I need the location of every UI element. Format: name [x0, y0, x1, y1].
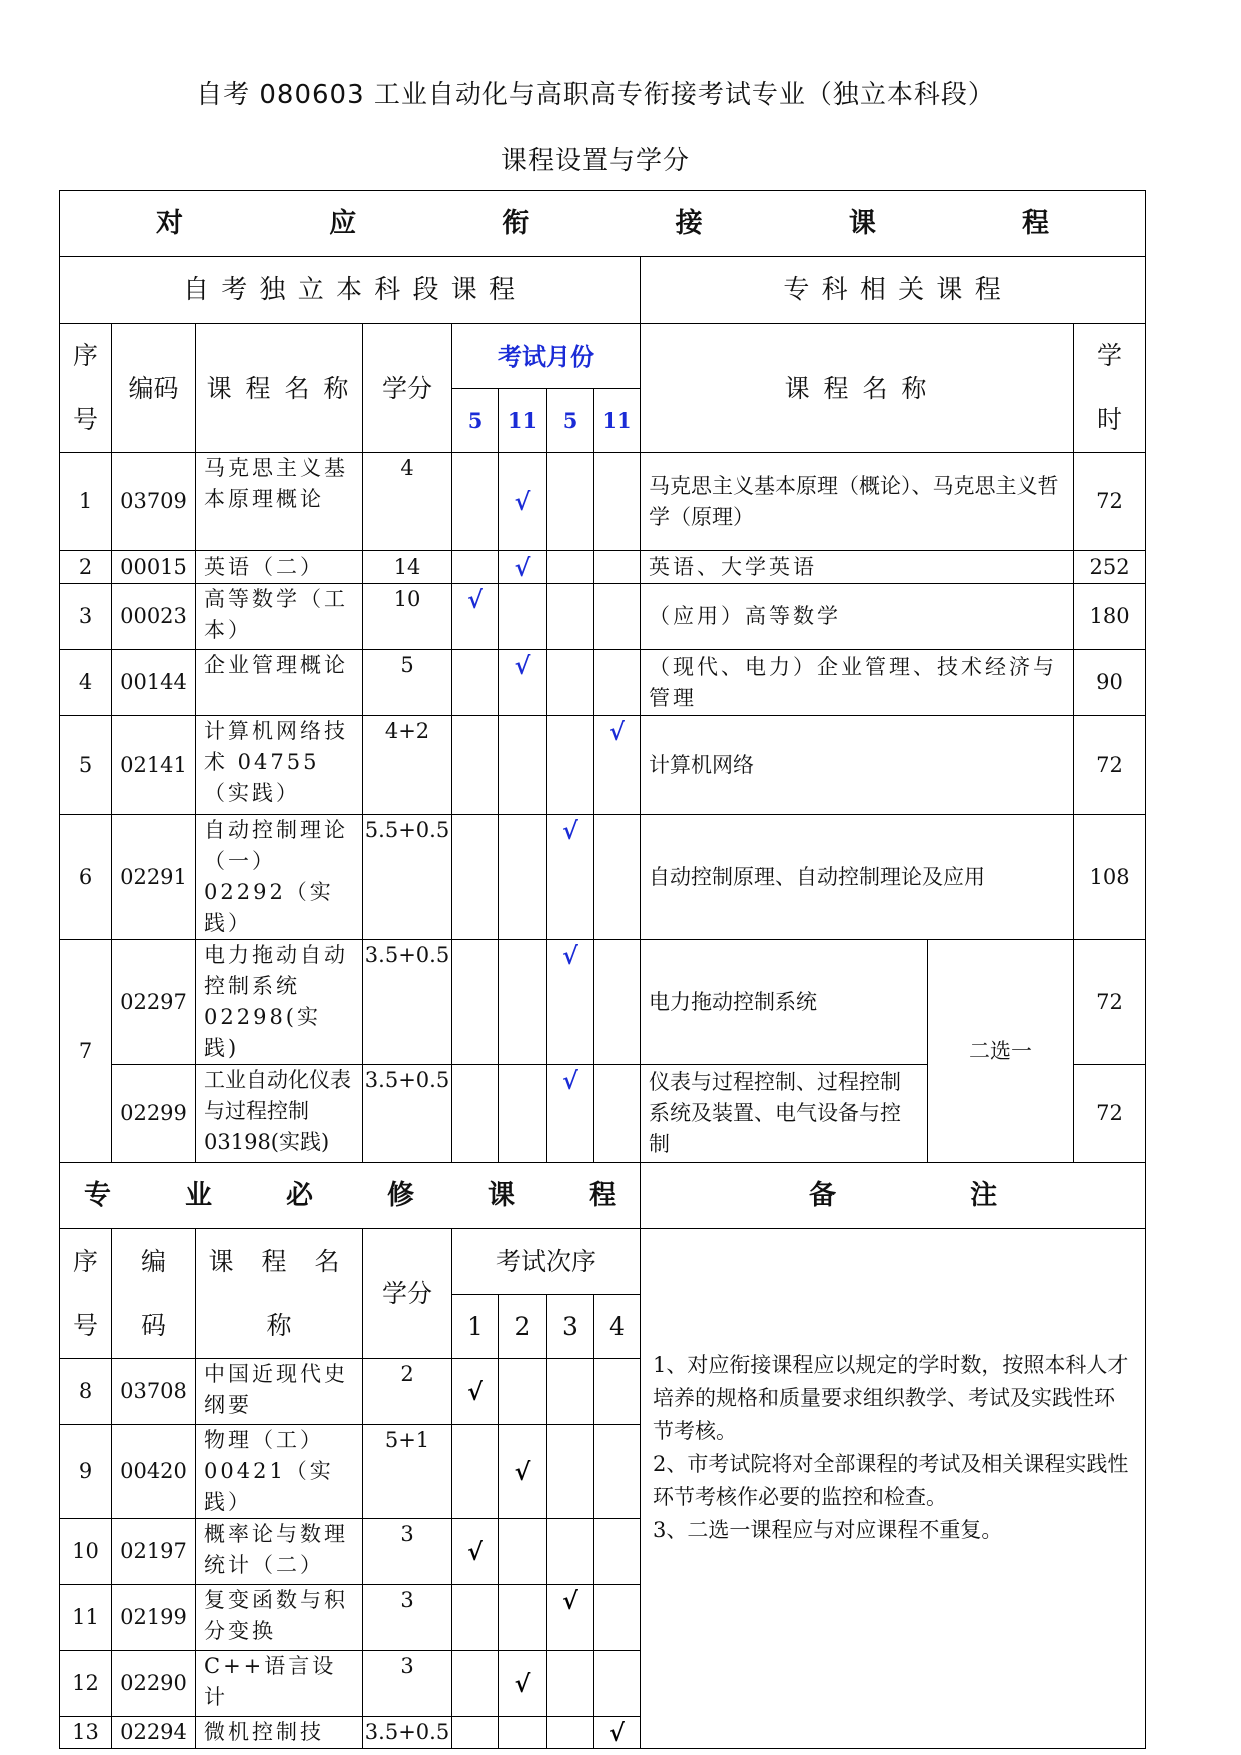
col-code-header: 编码 [112, 324, 196, 453]
notes-cell [641, 1229, 1146, 1749]
choose-one-label: 二选一 [928, 940, 1074, 1163]
table-row: 6 02291 自动控制理论（一）02292（实践） 5.5+0.5 √ 自动控制原理、自动控制理论及应用 108 [60, 815, 1146, 940]
table-row: 11 02199 复变函数与积分变换 3 √ [60, 1585, 1146, 1651]
check-mark: √ [499, 453, 547, 551]
check-mark: √ [594, 716, 641, 815]
check-mark: √ [499, 1651, 547, 1717]
notes-header: 备 注 [641, 1163, 1146, 1229]
month-5a: 5 [452, 389, 499, 453]
check-mark: √ [594, 1717, 641, 1749]
check-mark: √ [499, 1425, 547, 1519]
check-mark: √ [452, 1359, 499, 1425]
month-11b: 11 [594, 389, 641, 453]
section2-header: 专 业 必 修 课 程 [60, 1163, 641, 1229]
col-code-header-2: 编 码 [112, 1229, 196, 1359]
exam-order-header: 考试次序 [452, 1229, 641, 1295]
col-name-header-2: 课 程 名 称 [196, 1229, 363, 1359]
table-row: 4 00144 企业管理概论 5 √ （现代、电力）企业管理、技术经济与管理 90 [60, 650, 1146, 716]
table-row: 02299 工业自动化仪表与过程控制 03198(实践) 3.5+0.5 √ 仪表与过程控制、过程控制系统及装置、电气设备与控制 72 [60, 1065, 1146, 1163]
col-right-name-header: 课 程 名 称 [641, 324, 1074, 453]
check-mark: √ [547, 815, 594, 940]
table-row: 3 00023 高等数学（工本） 10 √ （应用）高等数学 180 [60, 584, 1146, 650]
table-row: 2 00015 英语（二） 14 √ 英语、大学英语 252 [60, 551, 1146, 584]
document-title: 自考 080603 工业自动化与高职高专衔接考试专业（独立本科段） [196, 80, 995, 110]
table-row: 13 02294 微机控制技 3.5+0.5 √ [60, 1717, 1146, 1749]
check-mark: √ [547, 1585, 594, 1651]
col-seq-header-2: 序 号 [60, 1229, 112, 1359]
month-11a: 11 [499, 389, 547, 453]
col-seq-header: 序 号 [60, 324, 112, 453]
table-row: 7 02297 电力拖动自动控制系统 02298(实践) 3.5+0.5 √ 电力拖动控制系统 二选一 72 [60, 940, 1146, 1065]
table-row: 5 02141 计算机网络技术 04755（实践） 4+2 √ 计算机网络 72 [60, 716, 1146, 815]
section1-header: 对 应 衔 接 课 程 [60, 191, 1146, 257]
table-row: 12 02290 C++语言设计 3 √ [60, 1651, 1146, 1717]
check-mark: √ [547, 940, 594, 1065]
note-3: 3、二选一课程应与对应课程不重复。 [653, 1518, 1003, 1542]
exam-month-header: 考试月份 [452, 324, 641, 389]
col-credit-header-2: 学分 [363, 1229, 452, 1359]
document-subtitle: 课程设置与学分 [500, 146, 690, 176]
note-1: 1、对应衔接课程应以规定的学时数，按照本科人才培养的规格和质量要求组织教学、考试及实践性环节考核。 [653, 1353, 1129, 1443]
check-mark: √ [499, 650, 547, 716]
course-table: 对 应 衔 接 课 程 自 考 独 立 本 科 段 课 程 专 科 相 关 课 程 序 号 编码 课 程 名 称 学分 考试月份 课 程 名 称 学 时 5 11 5 11 1 03709 马克思主义基本原理概论 4 √ 马克思主义基本原理（概论）、马克思主义哲学（原理） 72 2 00015 英语（二） 14 √ 英语、大学英语 252 3 00023 高等数学（工本） 10 √ （应用）高等数学 180 4 00144 企业管理概论 5 √ （现代、电力）企业管理、技术经济与管理 90 5 02141 计算机网络技术 04755（实践） 4+2 √ 计算机网络 72 6 02291 自动控制理论（一）02292（实践） 5.5+0.5 √ 自动控制原理、自动控制理论及应用 108 7 02297 电力拖动自动控制系统 02298(实践) 3.5+0.5 √ 电力拖动控制系统 二选一 72 02299 工业自动化仪表与过程控制 03198(实践) 3.5+0.5 √ 仪表与过程控制、过程控制系统及装置、电气设备与控制 72 专 业 必 修 课 程 备 注 序 号 编 码 课 程 名 称 学分 考试次序 1、对应衔接课程应以规定的学时数，按照本科人才培养的规格和质量要求组织教学、考试及实践性环节考核。 2、市考试院将对全部课程的考试及相关课程实践性环节考核作必要的监控和检查。 3、二选一课程应与对应课程不重复。 1 2 3 4 8 03708 中国近现代史纲要 2 √ 9 00420 物理（工）00421（实践） 5+1 √ 10 02197 概率论与数理统计（二） 3 √ 11 02199 复变函数与积分变换 3 √ 12 02290 C++语言设计 3 √ 13 02294 微机控制技 3.5+0.5 √ [59, 190, 1146, 1749]
check-mark: √ [452, 584, 499, 650]
self-study-section-label: 自 考 独 立 本 科 段 课 程 [60, 257, 641, 324]
table-row: 8 03708 中国近现代史纲要 2 √ [60, 1359, 1146, 1425]
note-2: 2、市考试院将对全部课程的考试及相关课程实践性环节考核作必要的监控和检查。 [653, 1452, 1129, 1509]
check-mark: √ [547, 1065, 594, 1163]
check-mark: √ [452, 1519, 499, 1585]
check-mark: √ [499, 551, 547, 584]
college-section-label: 专 科 相 关 课 程 [641, 257, 1146, 324]
col-name-header: 课 程 名 称 [196, 324, 363, 453]
col-credit-header: 学分 [363, 324, 452, 453]
table-row: 9 00420 物理（工）00421（实践） 5+1 √ [60, 1425, 1146, 1519]
col-hours-header: 学 时 [1074, 324, 1146, 453]
month-5b: 5 [547, 389, 594, 453]
table-row: 10 02197 概率论与数理统计（二） 3 √ [60, 1519, 1146, 1585]
table-row: 1 03709 马克思主义基本原理概论 4 √ 马克思主义基本原理（概论）、马克思主义哲学（原理） 72 [60, 453, 1146, 551]
